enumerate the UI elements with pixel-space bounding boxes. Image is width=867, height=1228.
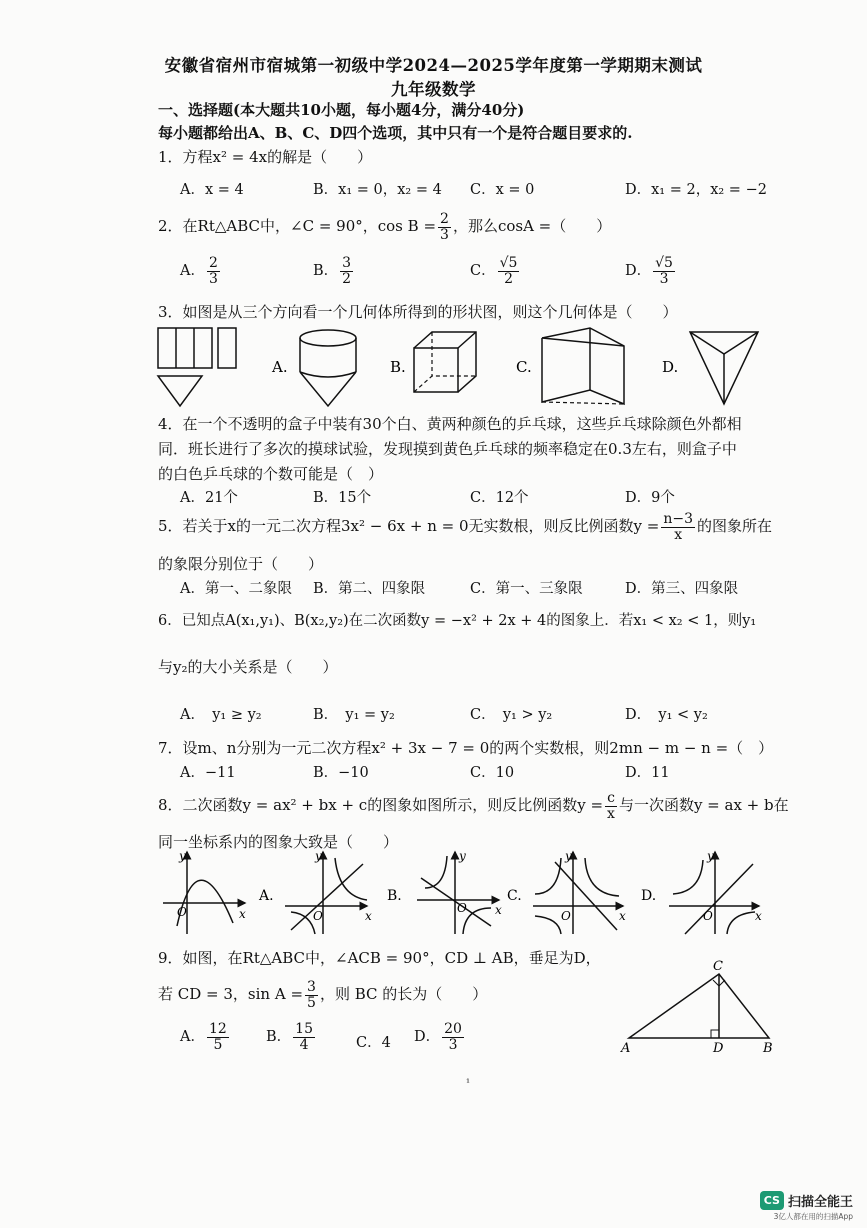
scanner-tagline: 3亿人都在用的扫描App — [773, 1212, 853, 1221]
svg-text:y: y — [315, 849, 322, 863]
scanner-watermark — [760, 1191, 853, 1222]
q9-triangle-figure — [615, 958, 785, 1058]
q3-label-a: A. — [272, 358, 288, 376]
q5-option-d: D．第三、四象限 — [625, 581, 739, 597]
svg-text:O: O — [313, 909, 323, 923]
q2-stem — [158, 212, 611, 242]
q5-stem: 5．若关于x的一元二次方程3x² − 6x + n = 0无实数根，则反比例函数y = $\frac{n-3}{x}$ 的图象所在 — [158, 511, 773, 543]
q3-option-a-figure — [300, 330, 356, 406]
page-title: 安徽省宿州市宿城第一初级中学2024—2025学年度第一学期期末测试 — [164, 56, 703, 75]
q1-stem: 1．方程x² = 4x的解是（ ） — [158, 148, 373, 166]
q1-option-c: C．x = 0 — [470, 182, 535, 198]
q4-line-2: 同．班长进行了多次的摸球试验，发现摸到黄色乒乓球的频率稳定在0.3左右，则盒子中 — [158, 440, 737, 458]
page-subtitle: 九年级数学 — [391, 80, 476, 99]
q4-line-1: 4．在一个不透明的盒子中装有30个白、黄两种颜色的乒乓球，这些乒乓球除颜色外都相 — [158, 415, 742, 433]
q5-line-2: 的象限分别位于（ ） — [158, 555, 324, 573]
svg-text:O: O — [561, 909, 571, 923]
q4-option-d: D．9个 — [625, 490, 675, 506]
q2-option-d: D． $\frac{√5}{3}$ — [625, 255, 673, 287]
q8-label-c: C. — [507, 888, 522, 904]
q3-label-b: B. — [390, 358, 406, 376]
q3-option-b-figure — [414, 332, 476, 392]
q9-line-2: 若 CD = 3，sin A = $\frac{3}{5}$ ，则 BC 的长为（ ） — [158, 979, 488, 1011]
scanner-name: 扫描全能王 — [787, 1195, 853, 1210]
q7-option-b: B．−10 — [313, 765, 369, 781]
q9-label-b: B — [763, 1041, 773, 1056]
svg-text:O: O — [457, 901, 467, 915]
q3-stem: 3．如图是从三个方向看一个几何体所得到的形状图，则这个几何体是（ ） — [158, 303, 678, 321]
q3-label-d: D. — [662, 358, 679, 376]
svg-text:x: x — [365, 909, 372, 923]
q5-option-a: A．第一、二象限 — [180, 581, 292, 597]
q3-three-views — [158, 328, 236, 406]
q3-figures — [150, 320, 867, 410]
q2-stem-pre: 2．在Rt△ABC中，∠C = 90°，cos B = — [158, 217, 437, 236]
q4-line-3: 的白色乒乓球的个数可能是（ ） — [158, 465, 384, 483]
section-heading: 一、选择题(本大题共10小题，每小题4分，满分40分) — [158, 101, 525, 119]
q6-line-2: 与y₂的大小关系是（ ） — [158, 658, 338, 676]
q4-option-b: B．15个 — [313, 490, 372, 506]
q5-option-b: B．第二、四象限 — [313, 581, 426, 597]
q6-option-c: C． y₁ > y₂ — [470, 707, 553, 723]
svg-text:x: x — [239, 907, 246, 921]
svg-text:x: x — [495, 903, 502, 917]
q3-option-d-figure — [690, 332, 758, 404]
svg-text:y: y — [565, 849, 572, 863]
q8-label-d: D. — [641, 888, 657, 904]
q2-stem-post: ，那么cosA =（ ） — [452, 217, 612, 236]
q1-option-a: A．x = 4 — [180, 182, 244, 198]
q1-option-b: B．x₁ = 0，x₂ = 4 — [313, 182, 442, 198]
q2-option-a: A． $\frac{2}{3}$ — [180, 255, 218, 287]
q6-line-1: 6．已知点A(x₁,y₁)、B(x₂,y₂)在二次函数y = −x² + 2x + 4的图象上．若x₁ < x₂ < 1，则y₁ — [158, 613, 757, 629]
q9-label-c: C — [713, 959, 723, 974]
q9-label-a: A — [621, 1041, 631, 1056]
q2-frac-num: 2 — [440, 211, 449, 227]
q8-option-d-graph — [669, 849, 762, 934]
q6-option-a: A． y₁ ≥ y₂ — [180, 707, 262, 723]
q5-option-c: C．第一、三象限 — [470, 581, 583, 597]
q8-option-b-graph — [417, 849, 502, 934]
scanner-logo-icon: CS — [760, 1191, 784, 1210]
page-mark: ¹ — [466, 1078, 471, 1089]
q8-stem: 8．二次函数y = ax² + bx + c的图象如图所示，则反比例函数y = $\frac{c}{x}$ 与一次函数y = ax + b在 — [158, 790, 789, 822]
svg-text:y: y — [707, 849, 714, 863]
q6-option-d: D． y₁ < y₂ — [625, 707, 708, 723]
q9-label-d: D — [713, 1041, 724, 1056]
q7-option-a: A．−11 — [180, 765, 236, 781]
q7-option-d: D．11 — [625, 765, 670, 781]
q9-option-b: B． $\frac{15}{4}$ — [266, 1021, 313, 1053]
q9-option-c: C．4 — [356, 1035, 391, 1051]
svg-text:y: y — [459, 849, 466, 863]
q4-option-c: C．12个 — [470, 490, 529, 506]
q2-option-c: C． $\frac{√5}{2}$ — [470, 255, 518, 287]
q9-line-1: 9．如图，在Rt△ABC中，∠ACB = 90°，CD ⊥ AB，垂足为D， — [158, 949, 601, 967]
section-instruction: 每小题都给出A、B、C、D四个选项，其中只有一个是符合题目要求的. — [158, 124, 633, 142]
q9-option-d: D． $\frac{20}{3}$ — [414, 1021, 462, 1053]
svg-text:O: O — [177, 905, 187, 919]
q8-line-2: 同一坐标系内的图象大致是（ ） — [158, 833, 399, 851]
q8-graphs — [155, 848, 775, 938]
q4-option-a: A．21个 — [180, 490, 238, 506]
svg-text:y: y — [179, 849, 186, 863]
svg-text:O: O — [703, 909, 713, 923]
q2-option-b: B． $\frac{3}{2}$ — [313, 255, 352, 287]
q2-frac-den: 3 — [440, 226, 449, 243]
svg-text:x: x — [755, 909, 762, 923]
q6-option-b: B． y₁ = y₂ — [313, 707, 395, 723]
q8-label-a: A. — [259, 888, 274, 904]
q8-label-b: B. — [387, 888, 402, 904]
q2-fraction — [438, 212, 451, 242]
q7-option-c: C．10 — [470, 765, 515, 781]
q3-option-c-figure — [542, 328, 624, 404]
q3-label-c: C. — [516, 358, 532, 376]
q1-option-d: D．x₁ = 2，x₂ = −2 — [625, 182, 767, 198]
q8-given-parabola-graph — [163, 849, 246, 934]
q8-option-a-graph — [285, 849, 372, 934]
q7-stem: 7．设m、n分别为一元二次方程x² + 3x − 7 = 0的两个实数根，则2mn − m − n =（ ） — [158, 739, 774, 757]
svg-text:x: x — [619, 909, 626, 923]
q9-option-a: A． $\frac{12}{5}$ — [180, 1021, 227, 1053]
q8-option-c-graph — [533, 849, 626, 934]
